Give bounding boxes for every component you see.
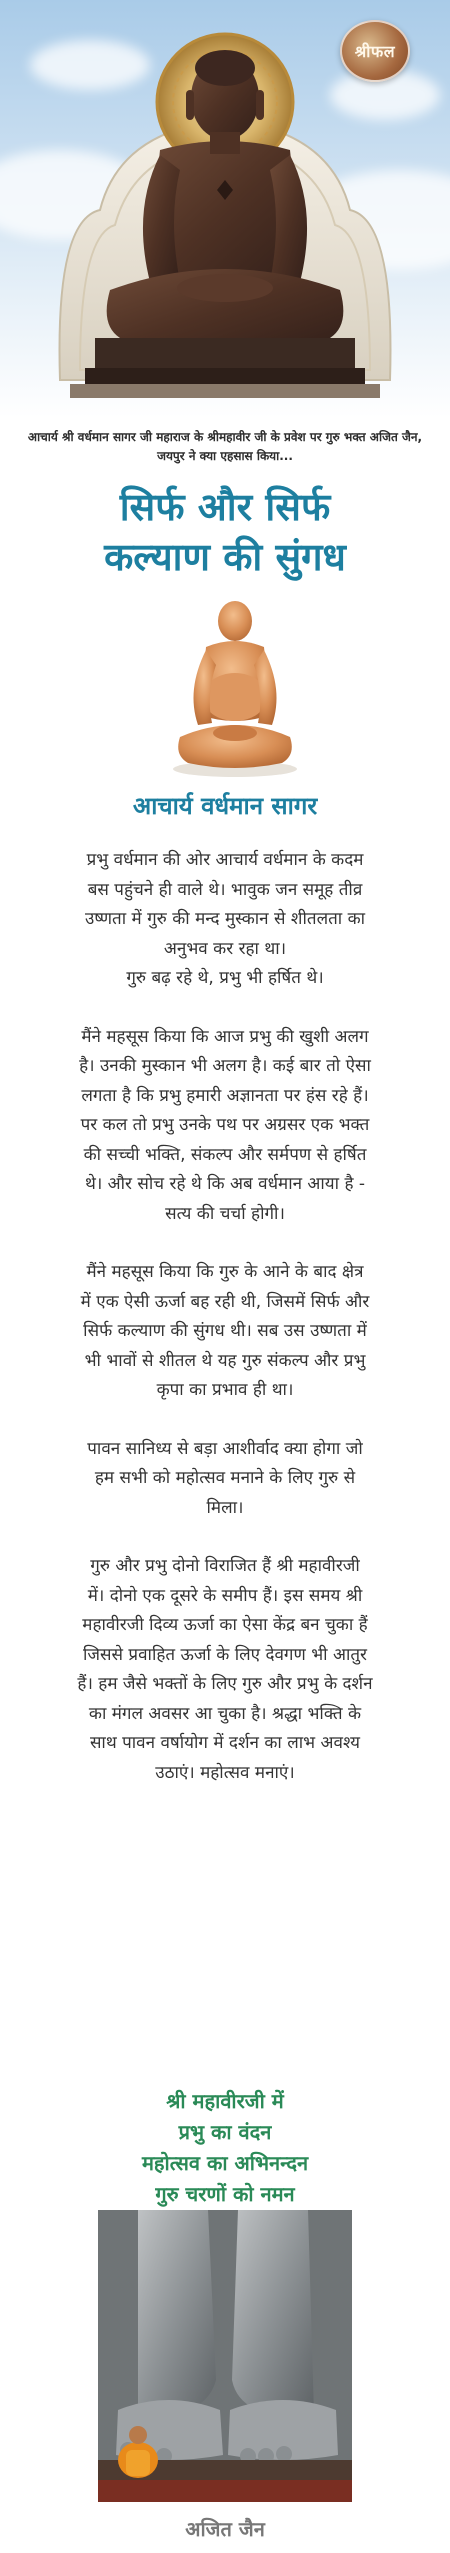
text-line: उठाएं। महोत्सव मनाएं। — [155, 1762, 295, 1783]
sage-name: आचार्य वर्धमान सागर — [132, 792, 318, 820]
paragraph — [22, 1552, 428, 1788]
paragraph — [22, 1258, 428, 1406]
shreephal-logo: श्रीफल — [340, 20, 410, 82]
paragraph — [22, 1435, 428, 1524]
hero-caption: आचार्य श्री वर्धमान सागर जी महाराज के श्रीमहावीर जी के प्रवेश पर गुरु भक्त अजित जैन, जयपुर ने क्या एहसास किया... — [27, 430, 423, 463]
bahubali-feet-image — [98, 2210, 352, 2502]
closing-tagline — [20, 2086, 430, 2210]
text-line: प्रभु वर्धमान की ओर आचार्य वर्धमान के कदम — [86, 850, 364, 870]
text-line: मैंने महसूस किया कि गुरु के आने के बाद क्षेत्र — [86, 1262, 364, 1282]
text-line: गुरु और प्रभु दोनो विराजित हैं श्री महावीरजी — [90, 1556, 360, 1576]
text-line: पर कल तो प्रभु उनके पथ पर अग्रसर एक भक्त — [80, 1115, 370, 1135]
text-line: अनुभव कर रहा था। — [163, 938, 287, 959]
tagline-line: प्रभु का वंदन — [178, 2120, 272, 2144]
text-line: लगता है कि प्रभु हमारी अज्ञानता पर हंस रहे हैं। — [81, 1085, 369, 1106]
text-line: गुरु बढ़ रहे थे, प्रभु भी हर्षित थे। — [126, 968, 324, 988]
headline-line-2: कल्याण की सुंगध — [104, 535, 346, 579]
text-line: महावीरजी दिव्य ऊर्जा का ऐसा केंद्र बन चुका हैं — [82, 1615, 368, 1635]
article-body — [22, 846, 428, 1817]
text-line: की सच्ची भक्ति, संकल्प और सर्मपण से हर्षित — [83, 1144, 367, 1165]
text-line: हैं। हम जैसे भक्तों के लिए गुरु और प्रभु के दर्शन — [77, 1674, 373, 1694]
tagline-line: महोत्सव का अभिनन्दन — [141, 2151, 309, 2175]
hero-banner — [0, 0, 450, 418]
text-line: साथ पावन वर्षायोग में दर्शन का लाभ अवश्य — [89, 1733, 361, 1753]
text-line: का मंगल अवसर आ चुका है। श्रद्धा भक्ति के — [88, 1703, 362, 1724]
text-line: सत्य की चर्चा होगी। — [165, 1203, 285, 1224]
paragraph — [22, 846, 428, 994]
acharya-portrait-image — [170, 595, 300, 780]
tagline-line: गुरु चरणों को नमन — [155, 2182, 295, 2206]
text-line: मैंने महसूस किया कि आज प्रभु की खुशी अलग — [81, 1026, 369, 1047]
text-line: उष्णता में गुरु की मन्द मुस्कान से शीतलता का — [84, 909, 366, 929]
text-line: बस पहुंचने ही वाले थे। भावुक जन समूह तीव्र — [87, 879, 363, 900]
text-line: में। दोनो एक दूसरे के समीप हैं। इस समय श्री — [87, 1585, 363, 1606]
text-line: में एक ऐसी ऊर्जा बह रही थी, जिसमें सिर्फ और — [80, 1291, 370, 1312]
text-line: भी भावों से शीतल थे यह गुरु संकल्प और प्रभु — [84, 1350, 366, 1371]
headline-line-1: सिर्फ और सिर्फ — [119, 485, 331, 529]
paragraph — [22, 1023, 428, 1230]
text-line: थे। और सोच रहे थे कि अब वर्धमान आया है - — [84, 1174, 366, 1194]
page-headline — [20, 482, 430, 582]
text-line: सिर्फ कल्याण की सुंगध थी। सब उस उष्णता में — [83, 1321, 367, 1341]
author-name: अजित जैन — [185, 2517, 265, 2541]
text-line: हम सभी को महोत्सव मनाने के लिए गुरु से — [94, 1468, 356, 1488]
text-line: मिला। — [206, 1497, 244, 1518]
text-line: कृपा का प्रभाव ही था। — [156, 1380, 294, 1400]
bhagwan-mahavir-idol-image — [40, 20, 410, 418]
text-line: जिससे प्रवाहित ऊर्जा के लिए देवगण भी आतुर — [83, 1644, 367, 1665]
tagline-line: श्री महावीरजी में — [166, 2089, 284, 2113]
text-line: पावन सानिध्य से बड़ा आशीर्वाद क्या होगा जो — [87, 1438, 363, 1459]
text-line: है। उनकी मुस्कान भी अलग है। कई बार तो ऐसा — [79, 1056, 371, 1076]
